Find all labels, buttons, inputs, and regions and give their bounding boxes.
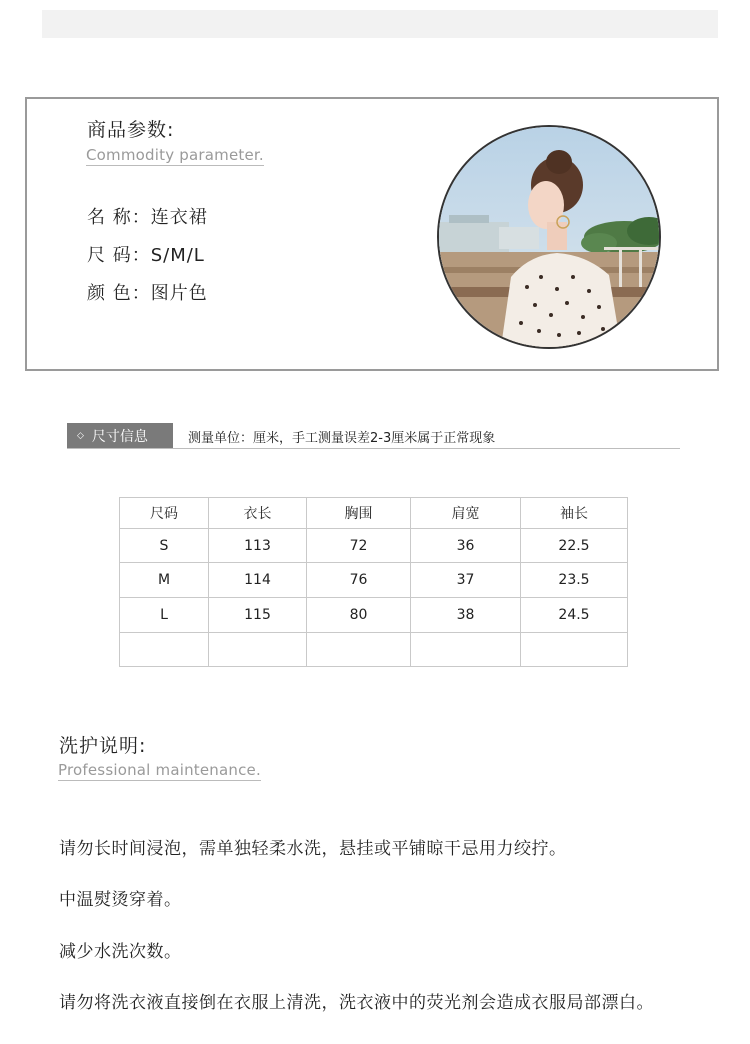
table-cell xyxy=(209,633,307,667)
table-cell: 72 xyxy=(307,529,411,563)
model-photo-illustration xyxy=(439,127,659,347)
table-header-row xyxy=(120,498,628,529)
params-title: 商品参数: xyxy=(87,119,175,141)
size-header-divider xyxy=(67,448,680,449)
table-cell xyxy=(521,633,628,667)
care-line: 请勿将洗衣液直接倒在衣服上清洗，洗衣液中的荧光剂会造成衣服局部漂白。 xyxy=(59,993,654,1013)
care-line: 中温熨烫穿着。 xyxy=(59,890,182,910)
table-cell: L xyxy=(120,598,209,633)
table-row xyxy=(120,563,628,598)
top-banner-bar xyxy=(42,10,718,38)
param-color: 颜 色：图片色 xyxy=(87,283,208,304)
size-table xyxy=(119,497,628,667)
table-cell: 38 xyxy=(411,598,521,633)
care-line: 减少水洗次数。 xyxy=(59,942,182,962)
table-cell xyxy=(120,633,209,667)
diamond-icon: ◇ xyxy=(77,430,84,441)
table-cell xyxy=(411,633,521,667)
table-cell: S xyxy=(120,529,209,563)
table-header-cell: 袖长 xyxy=(521,498,628,529)
table-cell: 37 xyxy=(411,563,521,598)
table-row xyxy=(120,529,628,563)
table-cell: 22.5 xyxy=(521,529,628,563)
table-row xyxy=(120,598,628,633)
table-header-cell: 尺码 xyxy=(120,498,209,529)
table-cell: 113 xyxy=(209,529,307,563)
table-cell: 80 xyxy=(307,598,411,633)
size-measure-note: 测量单位：厘米，手工测量误差2-3厘米属于正常现象 xyxy=(188,431,496,446)
table-cell: M xyxy=(120,563,209,598)
table-row xyxy=(120,633,628,667)
table-header-cell: 胸围 xyxy=(307,498,411,529)
table-cell: 114 xyxy=(209,563,307,598)
size-info-tag xyxy=(67,423,173,448)
model-photo xyxy=(437,125,661,349)
params-subtitle: Commodity parameter. xyxy=(86,146,264,164)
table-cell: 23.5 xyxy=(521,563,628,598)
table-cell: 115 xyxy=(209,598,307,633)
table-cell: 76 xyxy=(307,563,411,598)
table-cell: 36 xyxy=(411,529,521,563)
care-subtitle: Professional maintenance. xyxy=(58,761,261,779)
param-size: 尺 码：S/M/L xyxy=(87,245,205,266)
param-name: 名 称：连衣裙 xyxy=(87,207,208,228)
table-header-cell: 肩宽 xyxy=(411,498,521,529)
care-line: 请勿长时间浸泡，需单独轻柔水洗，悬挂或平铺晾干忌用力绞拧。 xyxy=(59,839,567,859)
table-header-cell: 衣长 xyxy=(209,498,307,529)
table-cell: 24.5 xyxy=(521,598,628,633)
table-cell xyxy=(307,633,411,667)
size-info-label: 尺寸信息 xyxy=(91,428,148,445)
care-title: 洗护说明: xyxy=(59,735,147,757)
